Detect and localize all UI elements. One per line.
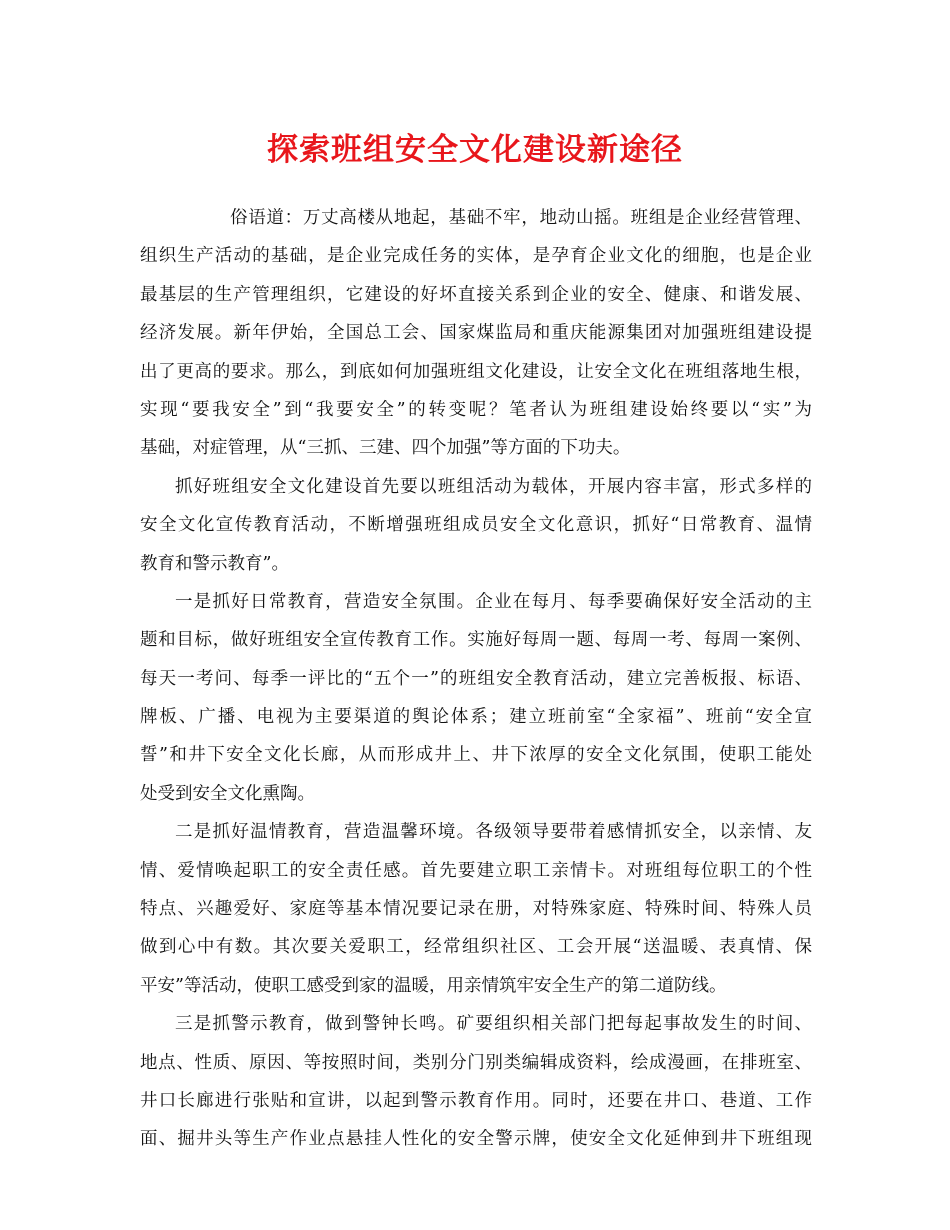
paragraph-line: 每天一考问、每季一评比的“五个一”的班组安全教育活动，建立完善板报、标语、 [140, 668, 812, 689]
paragraph-line: 处受到安全文化熏陶。 [140, 783, 315, 804]
paragraph-line: 题和目标，做好班组安全宣传教育工作。实施好每周一题、每周一考、每周一案例、 [140, 630, 812, 651]
paragraph-line: 抓好班组安全文化建设首先要以班组活动为载体，开展内容丰富，形式多样的 [175, 476, 812, 497]
paragraph-line: 实现“要我安全”到“我要安全”的转变呢？笔者认为班组建设始终要以“实”为 [140, 399, 812, 420]
paragraph [140, 199, 812, 468]
paragraph-line: 特点、兴趣爱好、家庭等基本情况要记录在册，对特殊家庭、特殊时间、特殊人员 [140, 899, 812, 920]
paragraph-line: 二是抓好温情教育，营造温馨环境。各级领导要带着感情抓安全，以亲情、友 [175, 822, 812, 843]
paragraph-line: 面、掘井头等生产作业点悬挂人性化的安全警示牌，使安全文化延伸到井下班组现 [140, 1129, 812, 1150]
document-body [140, 199, 812, 1159]
paragraph-line: 基础，对症管理，从“三抓、三建、四个加强”等方面的下功夫。 [140, 438, 631, 459]
paragraph-line: 安全文化宣传教育活动，不断增强班组成员安全文化意识，抓好“日常教育、温情 [140, 515, 812, 536]
paragraph [140, 468, 812, 583]
paragraph [140, 583, 812, 813]
paragraph-line: 井口长廊进行张贴和宣讲，以起到警示教育作用。同时，还要在井口、巷道、工作 [140, 1090, 812, 1111]
paragraph-line: 最基层的生产管理组织，它建设的好坏直接关系到企业的安全、健康、和谐发展、 [140, 284, 812, 305]
paragraph-line: 一是抓好日常教育，营造安全氛围。企业在每月、每季要确保好安全活动的主 [175, 591, 812, 612]
paragraph-line: 俗语道：万丈高楼从地起，基础不牢，地动山摇。班组是企业经营管理、 [230, 208, 812, 228]
paragraph [140, 813, 812, 1005]
paragraph-line: 牌板、广播、电视为主要渠道的舆论体系；建立班前室“全家福”、班前“安全宣 [140, 707, 812, 728]
paragraph-line: 出了更高的要求。那么，到底如何加强班组文化建设，让安全文化在班组落地生根， [140, 361, 812, 382]
paragraph-line: 教育和警示教育”。 [140, 553, 289, 574]
paragraph [140, 1005, 812, 1159]
paragraph-line: 组织生产活动的基础，是企业完成任务的实体，是孕育企业文化的细胞，也是企业 [140, 246, 812, 267]
paragraph-line: 经济发展。新年伊始，全国总工会、国家煤监局和重庆能源集团对加强班组建设提 [140, 323, 812, 344]
paragraph-line: 誓”和井下安全文化长廊，从而形成井上、井下浓厚的安全文化氛围，使职工能处 [140, 745, 812, 766]
paragraph-line: 平安”等活动，使职工感受到家的温暖，用亲情筑牢安全生产的第二道防线。 [140, 975, 727, 996]
document-title: 探索班组安全文化建设新途径 [267, 132, 683, 168]
paragraph-line: 地点、性质、原因、等按照时间，类别分门别类编辑成资料，绘成漫画，在排班室、 [140, 1052, 812, 1073]
paragraph-line: 做到心中有数。其次要关爱职工，经常组织社区、工会开展“送温暖、表真情、保 [140, 937, 812, 958]
paragraph-line: 情、爱情唤起职工的安全责任感。首先要建立职工亲情卡。对班组每位职工的个性 [140, 860, 812, 881]
paragraph-line: 三是抓警示教育，做到警钟长鸣。矿要组织相关部门把每起事故发生的时间、 [175, 1014, 812, 1035]
